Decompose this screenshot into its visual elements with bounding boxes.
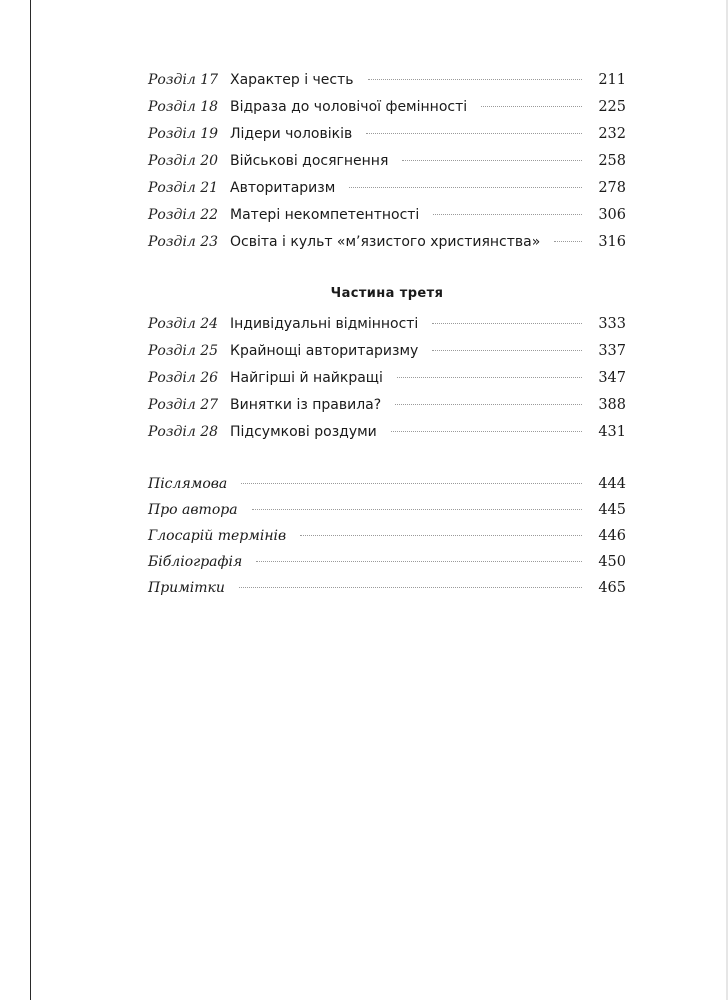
chapter-label: Розділ 28 [148,424,219,440]
chapter-title: Відраза до чоловічої фемінності [230,99,468,115]
toc-entry-chapter-26[interactable] [148,368,626,395]
chapter-title: Індивідуальні відмінності [230,316,419,332]
chapter-title: Найгірші й найкращі [230,370,383,386]
toc-entry-about-author[interactable] [148,500,626,526]
toc-entry-chapter-27[interactable] [148,395,626,422]
toc-entry-chapter-18[interactable] [148,97,626,124]
page-number: 306 [598,207,626,223]
entry-title: Післямова [148,476,228,492]
dot-leader [239,587,582,588]
toc-entry-notes[interactable] [148,578,626,604]
chapter-title: Авторитаризм [230,180,336,196]
page-number: 211 [598,72,626,88]
entry-title: Бібліографія [148,554,243,570]
toc-entry-chapter-22[interactable] [148,205,626,232]
page-number: 278 [598,180,626,196]
page-number: 444 [598,476,626,492]
chapter-title: Лідери чоловіків [230,126,353,142]
dot-leader [432,350,582,351]
page-number: 316 [598,234,626,250]
page-number: 450 [598,554,626,570]
dot-leader [554,241,582,242]
dot-leader [366,133,582,134]
chapter-label: Розділ 27 [148,397,219,413]
toc-entry-chapter-21[interactable] [148,178,626,205]
dot-leader [432,323,582,324]
chapter-title: Освіта і культ «м’язистого християнства» [230,234,541,250]
dot-leader [391,431,582,432]
chapter-title: Крайнощі авторитаризму [230,343,419,359]
dot-leader [397,377,582,378]
page-number: 465 [598,580,626,596]
chapter-label: Розділ 21 [148,180,219,196]
part-three-heading: Частина третя [330,286,444,301]
toc-entry-chapter-25[interactable] [148,341,626,368]
entry-title: Примітки [148,580,225,596]
chapter-label: Розділ 24 [148,316,219,332]
chapter-title: Характер і честь [230,72,354,88]
chapter-label: Розділ 23 [148,234,219,250]
page-number: 347 [598,370,626,386]
chapter-label: Розділ 22 [148,207,219,223]
page-number: 388 [598,397,626,413]
chapter-label: Розділ 25 [148,343,219,359]
toc-entry-glossary[interactable] [148,526,626,552]
page-number: 431 [598,424,626,440]
dot-leader [402,160,582,161]
dot-leader [300,535,582,536]
page-number: 232 [598,126,626,142]
chapter-title: Підсумкові роздуми [230,424,377,440]
page-number: 445 [598,502,626,518]
dot-leader [241,483,582,484]
dot-leader [433,214,582,215]
chapter-title: Винятки із правила? [230,397,382,413]
toc-entry-chapter-19[interactable] [148,124,626,151]
dot-leader [256,561,582,562]
back-matter-list [148,474,626,604]
dot-leader [252,509,582,510]
page-number: 258 [598,153,626,169]
toc-entry-chapter-28[interactable] [148,422,626,449]
dot-leader [349,187,582,188]
toc-entry-chapter-24[interactable] [148,314,626,341]
toc-entry-afterword[interactable] [148,474,626,500]
toc-entry-chapter-23[interactable] [148,232,626,259]
page-number: 333 [598,316,626,332]
toc-entry-chapter-17[interactable] [148,70,626,97]
toc-entry-bibliography[interactable] [148,552,626,578]
table-of-contents [148,70,626,604]
chapter-title: Військові досягнення [230,153,389,169]
chapter-label: Розділ 20 [148,153,219,169]
entry-title: Про автора [148,502,238,518]
chapter-label: Розділ 18 [148,99,219,115]
page-number: 337 [598,343,626,359]
entry-title: Глосарій термінів [148,528,287,544]
part-three-chapter-list [148,314,626,449]
dot-leader [368,79,582,80]
part-two-chapter-list [148,70,626,259]
toc-entry-chapter-20[interactable] [148,151,626,178]
dot-leader [395,404,582,405]
chapter-label: Розділ 26 [148,370,219,386]
chapter-title: Матері некомпетентності [230,207,420,223]
page-number: 225 [598,99,626,115]
dot-leader [481,106,582,107]
page-border-left [30,0,31,1000]
page-number: 446 [598,528,626,544]
chapter-label: Розділ 19 [148,126,219,142]
chapter-label: Розділ 17 [148,72,219,88]
